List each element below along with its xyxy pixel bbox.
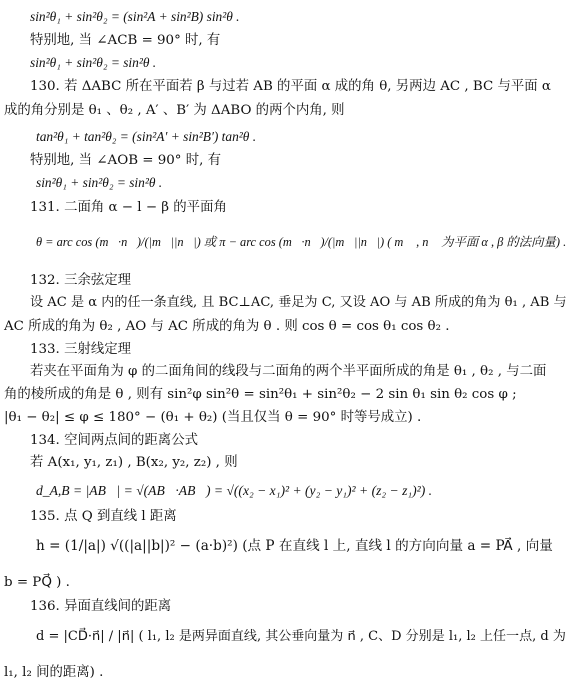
- text-line: b = PQ⃗ ) .: [4, 575, 70, 590]
- text-line: AC 所成的角为 θ₂ , AO 与 AC 所成的角为 θ . 则 cos θ = cos θ₁ cos θ₂ .: [4, 319, 450, 334]
- section-133-heading: 133. 三射线定理: [30, 342, 132, 357]
- formula-line: h = (1/|a|) √((|a||b|)² − (a·b)²) (点 P 在直线 l 上, 直线 l 的方向向量 a = PA⃗ , 向量: [36, 538, 553, 554]
- formula-line: sin²θ₁ + sin²θ₂ = sin²θ .: [30, 55, 157, 70]
- text-line: |θ₁ − θ₂| ≤ φ ≤ 180° − (θ₁ + θ₂) (当且仅当 θ = 90° 时等号成立) .: [4, 410, 422, 425]
- text-line: 特别地, 当 ∠AOB = 90° 时, 有: [30, 153, 222, 168]
- formula-line: θ = arc cos (m⃗·n⃗)/(|m⃗||n⃗|) 或 π − arc cos (m⃗·n⃗)/(|m⃗||n⃗|) ( m⃗ , n⃗ 为平面 α , β 的法向量) .: [36, 235, 567, 249]
- formula-line: tan²θ₁ + tan²θ₂ = (sin²A′ + sin²B′) tan²θ .: [36, 129, 257, 144]
- text-line: 角的棱所成的角是 θ , 则有 sin²φ sin²θ = sin²θ₁ + sin²θ₂ − 2 sin θ₁ sin θ₂ cos φ ;: [4, 387, 517, 402]
- formula-line: d_A,B = |AB⃗| = √(AB⃗·AB⃗) = √((x₂ − x₁)² + (y₂ − y₁)² + (z₂ − z₁)²) .: [36, 483, 433, 498]
- section-131-heading: 131. 二面角 α − l − β 的平面角: [30, 200, 227, 215]
- section-136-heading: 136. 异面直线间的距离: [30, 599, 172, 614]
- formula-line: sin²θ₁ + sin²θ₂ = sin²θ .: [36, 175, 163, 190]
- text-line: l₁, l₂ 间的距离) .: [4, 665, 104, 680]
- text-line: 特别地, 当 ∠ACB = 90° 时, 有: [30, 33, 221, 48]
- text-line: 设 AC 是 α 内的任一条直线, 且 BC⊥AC, 垂足为 C, 又设 AO 与 AB 所成的角为 θ₁ , AB 与: [30, 295, 567, 310]
- text-line: 若 A(x₁, y₁, z₁) , B(x₂, y₂, z₂) , 则: [30, 455, 238, 470]
- formula-line: sin²θ₁ + sin²θ₂ = (sin²A + sin²B) sin²θ .: [30, 9, 240, 24]
- section-132-heading: 132. 三余弦定理: [30, 273, 132, 288]
- section-135-heading: 135. 点 Q 到直线 l 距离: [30, 509, 177, 524]
- section-134-heading: 134. 空间两点间的距离公式: [30, 433, 198, 448]
- formula-line: d = |CD⃗·n⃗| / |n⃗| ( l₁, l₂ 是两异面直线, 其公垂向量为 n⃗ , C、D 分别是 l₁, l₂ 上任一点, d 为: [36, 629, 566, 644]
- text-line: 若夹在平面角为 φ 的二面角间的线段与二面角的两个半平面所成的角是 θ₁ , θ₂ , 与二面: [30, 364, 547, 379]
- text-line: 成的角分别是 θ₁ 、θ₂ , A′ 、B′ 为 ΔABO 的两个内角, 则: [4, 103, 345, 118]
- section-130-heading: 130. 若 ΔABC 所在平面若 β 与过若 AB 的平面 α 成的角 θ, 另两边 AC , BC 与平面 α: [30, 79, 551, 94]
